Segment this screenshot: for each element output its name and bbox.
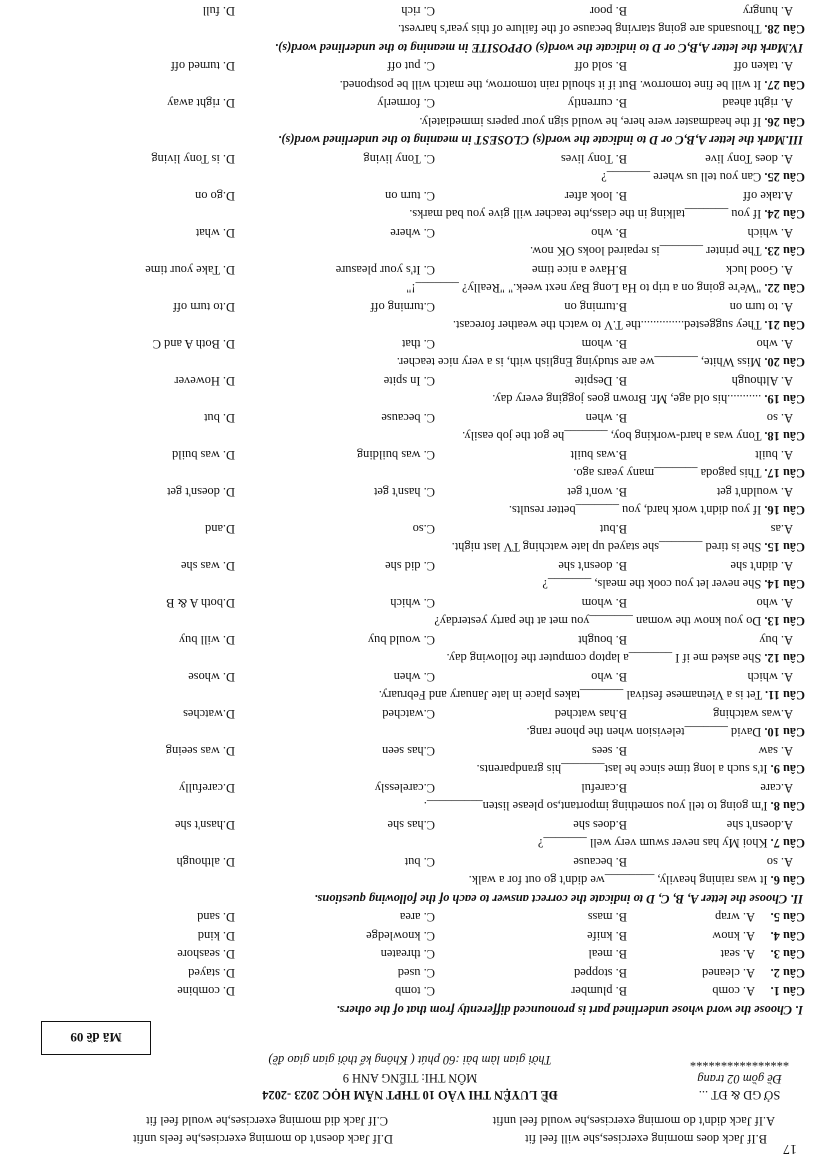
option-b[interactable]: B. whom bbox=[581, 596, 627, 610]
option-a[interactable]: A. which bbox=[747, 226, 793, 240]
options-row bbox=[0, 909, 825, 924]
exam-subject: MÔN THI: TIẾNG ANH 9 bbox=[342, 1070, 478, 1085]
option-d[interactable]: D.go on bbox=[195, 189, 235, 203]
question-stem bbox=[340, 79, 805, 91]
page-number: 17 bbox=[783, 1141, 797, 1156]
option-b[interactable]: B. look after bbox=[564, 189, 627, 203]
option-a[interactable]: A. Although bbox=[731, 374, 793, 388]
question-text: If the headmaster were here, he would sign your papers immediately. bbox=[419, 115, 762, 129]
option-d[interactable]: D.both A & B bbox=[166, 596, 235, 610]
options-row bbox=[0, 2, 825, 17]
option-a[interactable]: A. buy bbox=[759, 633, 793, 647]
question-number: Câu 7. bbox=[770, 836, 805, 851]
option-b[interactable]: B.careful bbox=[581, 781, 627, 795]
options-row bbox=[0, 742, 825, 757]
question-stem bbox=[542, 578, 805, 590]
section-heading: II. Choose the letter A, B, C, D to indicate the correct answer to each of the following questions. bbox=[314, 892, 803, 906]
option-d[interactable]: D. sand bbox=[197, 910, 235, 925]
option-c[interactable]: C. but bbox=[404, 855, 435, 869]
option-d[interactable]: D. However bbox=[174, 374, 235, 388]
option-b[interactable]: B. won't get bbox=[567, 485, 627, 499]
question-text: It was raining heavily, ________we didn't go out for a walk. bbox=[468, 873, 768, 888]
question-number: Câu 18. bbox=[764, 429, 805, 444]
option-c[interactable]: C. formerly bbox=[377, 96, 435, 111]
question-number: Câu 8. bbox=[770, 799, 805, 814]
option-d[interactable]: D. Both A and C bbox=[152, 337, 235, 351]
option-c[interactable]: C. did she bbox=[385, 559, 435, 573]
question-stem bbox=[419, 116, 805, 128]
option-c[interactable]: C. Tony living bbox=[363, 152, 435, 166]
option-d[interactable]: D. turned off bbox=[170, 59, 235, 74]
options-row bbox=[0, 372, 825, 387]
option-a[interactable]: A. taken off bbox=[733, 59, 793, 74]
option-c[interactable]: C. rich bbox=[401, 4, 435, 18]
question-text: Tet is a Vietnamese festival _______takes place in late January and February. bbox=[378, 688, 763, 703]
option-d[interactable]: D. although bbox=[176, 855, 235, 869]
question-number: Câu 10. bbox=[764, 725, 805, 740]
option-d[interactable]: D.to turn off bbox=[172, 300, 235, 314]
options-row bbox=[0, 150, 825, 165]
question-number: Câu 25. bbox=[764, 170, 805, 185]
exam-time: Thời gian làm bài :60 phút ( Không kể thời gian giao đề) bbox=[268, 1053, 552, 1068]
question-text: It's such a long time since he last_______his grandparents. bbox=[476, 762, 768, 777]
options-row bbox=[0, 409, 825, 424]
question-stem bbox=[477, 763, 806, 775]
option-b[interactable]: B. Tony lives bbox=[560, 152, 627, 166]
option-d[interactable]: D. will buy bbox=[178, 633, 235, 647]
option-a[interactable]: A.doesn't she bbox=[726, 818, 793, 832]
question-number: Câu 16. bbox=[764, 503, 805, 518]
option-d[interactable]: D. but bbox=[204, 411, 235, 425]
question-text: It will be fine tomorrow. But if it should rain tomorrow, the match will be postponed. bbox=[339, 78, 762, 92]
option-a[interactable]: A. which bbox=[747, 670, 793, 684]
option-a[interactable]: A. built bbox=[755, 448, 793, 462]
options-row bbox=[0, 594, 825, 609]
option-c[interactable]: C. was building bbox=[356, 448, 435, 462]
exam-code-box: Mã đề 09 bbox=[41, 1021, 151, 1055]
option-b[interactable]: B. knife bbox=[587, 929, 627, 943]
option-b[interactable]: B. whom bbox=[581, 337, 627, 351]
prev-option-a: A.If Jack didn't do morning exercises,he would feel unfit bbox=[492, 1114, 775, 1128]
option-a[interactable]: A. wouldn't get bbox=[716, 485, 793, 499]
option-c[interactable]: C.has she bbox=[387, 818, 435, 832]
question-stem bbox=[573, 467, 805, 479]
option-c[interactable]: C. because bbox=[381, 411, 435, 425]
option-d[interactable]: D.and bbox=[205, 522, 235, 536]
option-a[interactable]: A. didn't she bbox=[730, 559, 793, 573]
question-number: Câu 17. bbox=[764, 466, 805, 481]
question-stem bbox=[406, 282, 805, 294]
question-number: Câu 28. bbox=[764, 22, 805, 37]
question-number: Câu 12. bbox=[764, 651, 805, 666]
question-stem bbox=[453, 319, 805, 331]
question-text: If you _______talking in the class,the teacher will give you bad marks. bbox=[409, 207, 762, 222]
options-row bbox=[0, 261, 825, 276]
options-row bbox=[0, 520, 825, 535]
question-stem bbox=[447, 652, 805, 664]
options-row bbox=[0, 187, 825, 202]
question-number: Câu 13. bbox=[764, 614, 805, 629]
question-text: David _______television when the phone rang. bbox=[526, 725, 762, 740]
option-b[interactable]: B.was built bbox=[570, 448, 627, 462]
stars-divider: **************** bbox=[689, 1055, 790, 1070]
question-text: She asked me if I _______a laptop computer the following day. bbox=[446, 651, 762, 666]
options-row bbox=[0, 668, 825, 683]
option-b[interactable]: B. bought bbox=[578, 633, 627, 647]
option-d[interactable]: D. combine bbox=[177, 984, 235, 999]
question-number: Câu 9. bbox=[770, 762, 805, 777]
option-d[interactable]: D. is Tony living bbox=[151, 152, 235, 166]
option-a[interactable]: A.was watching bbox=[713, 707, 793, 721]
section-heading: IV.Mark the letter A,B,C or D to indicate the word(s) OPPOSITE in meaning to the underlined word(s). bbox=[274, 41, 803, 55]
option-a[interactable]: A. Good luck bbox=[725, 263, 793, 277]
question-stem bbox=[527, 726, 805, 738]
question-number: Câu 14. bbox=[764, 577, 805, 592]
option-a[interactable]: A.care bbox=[760, 781, 793, 795]
option-b[interactable]: B. stopped bbox=[573, 966, 627, 980]
option-c[interactable]: C. threaten bbox=[380, 947, 435, 962]
option-a[interactable]: A. seat bbox=[720, 947, 755, 962]
option-d[interactable]: D. stayed bbox=[188, 966, 235, 980]
options-row bbox=[0, 853, 825, 868]
question-stem bbox=[601, 171, 805, 183]
question-stem bbox=[492, 393, 805, 405]
question-text: They suggested..............the T.V to watch the weather forecast. bbox=[452, 318, 762, 333]
option-d[interactable]: D. seashore bbox=[177, 947, 235, 962]
options-row bbox=[0, 557, 825, 572]
question-stem bbox=[409, 208, 805, 220]
option-a[interactable]: A.take off bbox=[742, 189, 793, 203]
option-c[interactable]: C.has seen bbox=[382, 744, 435, 758]
option-c[interactable]: C. It's your pleasure bbox=[335, 263, 435, 277]
options-row bbox=[0, 705, 825, 720]
question-stem bbox=[509, 504, 805, 516]
option-c[interactable]: C. where bbox=[390, 226, 435, 240]
question-text: She never let you cook the meals, _______? bbox=[542, 577, 762, 592]
option-b[interactable]: B.but bbox=[599, 522, 627, 536]
question-stem bbox=[469, 874, 805, 886]
option-b[interactable]: B. plumber bbox=[571, 984, 627, 999]
option-c[interactable]: C. knowledge bbox=[366, 929, 435, 943]
option-d[interactable]: D. whose bbox=[188, 670, 235, 684]
options-row bbox=[0, 927, 825, 942]
option-b[interactable]: B. doesn't she bbox=[558, 559, 627, 573]
question-stem bbox=[530, 245, 805, 257]
header-center bbox=[240, 1049, 580, 1101]
department: SỞ GD & ĐT ... bbox=[698, 1088, 781, 1102]
prev-option-c: C.If Jack did morning exercises,he would feel fit bbox=[146, 1114, 388, 1128]
option-d[interactable]: D. was seeing bbox=[165, 744, 235, 758]
section-heading: I. Choose the word whose underlined part is pronounced differently from that of the others. bbox=[336, 1003, 803, 1017]
option-a[interactable]: A. cleaned bbox=[702, 966, 755, 980]
options-row bbox=[0, 946, 825, 961]
question-number: Câu 20. bbox=[764, 355, 805, 370]
question-number: Câu 11. bbox=[765, 688, 805, 703]
option-a[interactable]: A. does Tony live bbox=[705, 152, 793, 166]
question-text: The printer _______is repaired looks OK now. bbox=[530, 244, 762, 259]
question-text: This pagoda _______many years ago. bbox=[573, 466, 762, 481]
option-b[interactable]: B.turning on bbox=[564, 300, 627, 314]
option-a[interactable]: A. who bbox=[756, 596, 793, 610]
option-b[interactable]: B. mass bbox=[587, 910, 627, 925]
option-c[interactable]: C. when bbox=[393, 670, 435, 684]
option-c[interactable]: C. used bbox=[397, 966, 435, 980]
options-row bbox=[0, 335, 825, 350]
option-d[interactable]: D.watches bbox=[183, 707, 235, 721]
prev-option-b: B.If Jack does morning exercises,she will feel fit bbox=[525, 1132, 767, 1146]
question-stem bbox=[397, 356, 805, 368]
options-row bbox=[0, 446, 825, 461]
option-a[interactable]: A. saw bbox=[758, 744, 793, 758]
option-b[interactable]: B. sold off bbox=[574, 59, 627, 74]
option-c[interactable]: C. hasn't get bbox=[373, 485, 435, 499]
question-stem bbox=[462, 430, 805, 442]
option-a[interactable]: A. who bbox=[756, 337, 793, 351]
question-text: "We're going on a trip to Ha Long Bay next week." "Really? _______!" bbox=[406, 281, 762, 296]
question-stem bbox=[538, 837, 805, 849]
page-count: Đề gồm 02 trang bbox=[697, 1071, 782, 1086]
option-a[interactable]: A. right ahead bbox=[722, 96, 793, 111]
option-c[interactable]: C.watched bbox=[382, 707, 435, 721]
question-number: Câu 22. bbox=[764, 281, 805, 296]
question-text: If you didn't work hard, you _______better results. bbox=[508, 503, 762, 518]
option-a[interactable]: A. to turn on bbox=[729, 300, 793, 314]
question-number: Câu 15. bbox=[764, 540, 805, 555]
option-c[interactable]: C. which bbox=[390, 596, 435, 610]
option-d[interactable]: D.carefully bbox=[178, 781, 235, 795]
option-a[interactable]: A. so bbox=[766, 411, 793, 425]
option-b[interactable]: B. sees bbox=[591, 744, 627, 758]
question-text: Tony was a hard-working boy, _______he got the job easily. bbox=[462, 429, 762, 444]
option-c[interactable]: C. tomb bbox=[395, 984, 435, 999]
question-text: She is tired _______she stayed up late watching TV last night. bbox=[451, 540, 762, 555]
option-c[interactable]: C. turn on bbox=[385, 189, 435, 203]
option-d[interactable]: D. right away bbox=[167, 96, 235, 111]
question-number: Câu 23. bbox=[764, 244, 805, 259]
option-d[interactable]: D. was she bbox=[180, 559, 235, 573]
question-number: Câu 26. bbox=[764, 115, 805, 129]
prev-option-d: D.If Jack doesn't do morning exercises,he feels unfit bbox=[133, 1132, 393, 1146]
option-b[interactable]: B.does she bbox=[573, 818, 627, 832]
options-row bbox=[0, 816, 825, 831]
option-b[interactable]: B. Despite bbox=[574, 374, 627, 388]
question-text: Do you know the woman _______you met at the party yesterday? bbox=[434, 614, 762, 629]
options-row bbox=[0, 631, 825, 646]
question-text: ...........his old age, Mr. Brown goes jogging every day. bbox=[492, 392, 762, 407]
question-number: Câu 19. bbox=[764, 392, 805, 407]
options-row bbox=[0, 964, 825, 979]
question-text: I'm going to tell you something important,so please listen_________. bbox=[423, 799, 768, 814]
question-stem bbox=[398, 23, 805, 35]
question-number: Câu 1. bbox=[770, 984, 805, 999]
option-b[interactable]: B. who bbox=[591, 670, 627, 684]
option-d[interactable]: D. doesn't get bbox=[167, 485, 235, 499]
question-text: Can you tell us where _______? bbox=[601, 170, 762, 185]
option-d[interactable]: D. what bbox=[195, 226, 235, 240]
option-d[interactable]: D. kind bbox=[197, 929, 235, 943]
question-number: Câu 24. bbox=[764, 207, 805, 222]
option-b[interactable]: B. because bbox=[573, 855, 627, 869]
option-c[interactable]: C. that bbox=[401, 337, 435, 351]
question-stem bbox=[452, 541, 805, 553]
option-c[interactable]: C. would buy bbox=[367, 633, 435, 647]
header-left bbox=[672, 1052, 807, 1101]
option-a[interactable]: A. know bbox=[712, 929, 755, 943]
options-row bbox=[0, 983, 825, 998]
option-a[interactable]: A. wrap bbox=[715, 910, 755, 925]
question-number: Câu 2. bbox=[770, 966, 805, 980]
option-b[interactable]: B. poor bbox=[589, 4, 627, 18]
question-number: Câu 5. bbox=[770, 910, 805, 925]
option-c[interactable]: C. area bbox=[399, 910, 435, 925]
option-d[interactable]: D. full bbox=[202, 4, 235, 18]
question-text: Miss White, _______we are studying English with, is a very nice teacher. bbox=[396, 355, 762, 370]
option-a[interactable]: A. so bbox=[766, 855, 793, 869]
question-text: Khoi My has never swum very well _______? bbox=[537, 836, 768, 851]
option-c[interactable]: C. In spite bbox=[383, 374, 435, 388]
question-number: Câu 3. bbox=[770, 947, 805, 962]
question-number: Câu 21. bbox=[764, 318, 805, 333]
option-d[interactable]: D. was build bbox=[172, 448, 235, 462]
option-b[interactable]: B. who bbox=[591, 226, 627, 240]
question-text: Thousands are going starving because of the failure of this year's harvest. bbox=[397, 22, 762, 37]
question-number: Câu 27. bbox=[764, 78, 805, 92]
option-b[interactable]: B.Have a nice time bbox=[532, 263, 627, 277]
question-number: Câu 6. bbox=[770, 873, 805, 888]
section-heading: III.Mark the letter A,B,C or D to indicate the word(s) CLOSEST in meaning to the underlined word(s). bbox=[278, 133, 803, 148]
option-d[interactable]: D. Take your time bbox=[145, 263, 235, 277]
option-b[interactable]: B. when bbox=[585, 411, 627, 425]
question-number: Câu 4. bbox=[770, 929, 805, 943]
options-row bbox=[0, 58, 825, 73]
option-a[interactable]: A. comb bbox=[712, 984, 755, 999]
option-b[interactable]: B.has watched bbox=[554, 707, 627, 721]
question-stem bbox=[379, 689, 805, 701]
options-row bbox=[0, 298, 825, 313]
option-c[interactable]: C.carelessly bbox=[374, 781, 435, 795]
option-d[interactable]: D.hasn't she bbox=[174, 818, 235, 832]
options-row bbox=[0, 483, 825, 498]
option-c[interactable]: C.turning off bbox=[370, 300, 435, 314]
question-stem bbox=[434, 615, 805, 627]
option-c[interactable]: C. put off bbox=[387, 59, 435, 74]
options-row bbox=[0, 779, 825, 794]
option-b[interactable]: B. meal bbox=[588, 947, 627, 962]
options-row bbox=[0, 95, 825, 110]
option-c[interactable]: C.so bbox=[412, 522, 435, 536]
question-stem bbox=[424, 800, 805, 812]
exam-title: ĐỀ LUYỆN THI VÀO 10 THPT NĂM HỌC 2023 -2024 bbox=[262, 1088, 558, 1102]
option-b[interactable]: B. currently bbox=[567, 96, 627, 111]
option-a[interactable]: A. hungry bbox=[742, 4, 793, 18]
options-row bbox=[0, 224, 825, 239]
option-a[interactable]: A.as bbox=[770, 522, 793, 536]
